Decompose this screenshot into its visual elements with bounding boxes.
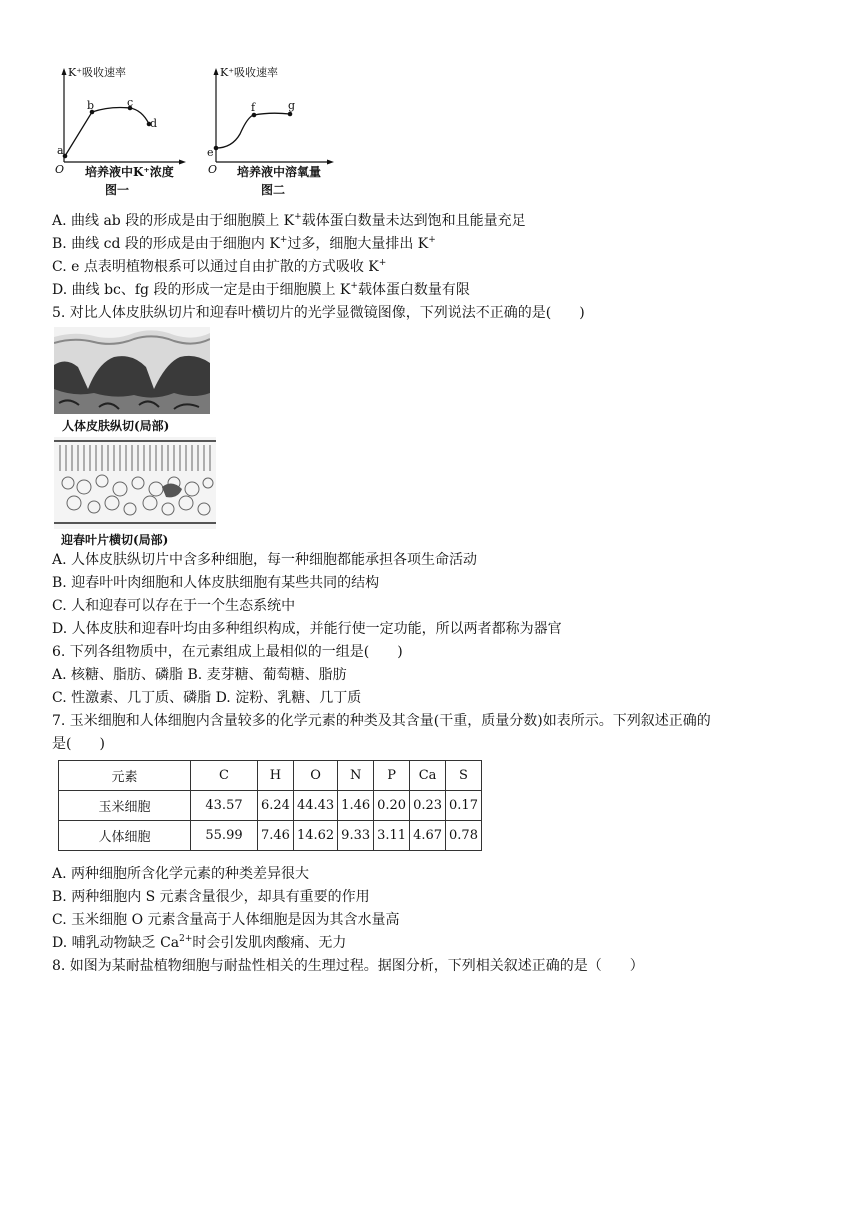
fig1-x-axis-label: 培养液中K⁺浓度 bbox=[85, 165, 174, 179]
table-row bbox=[59, 821, 482, 851]
table-cell: 人体细胞 bbox=[59, 821, 191, 851]
q5-option-b: B. 迎春叶叶肉细胞和人体皮肤细胞有某些共同的结构 bbox=[52, 575, 380, 591]
q5-option-a: A. 人体皮肤纵切片中含多种细胞，每一种细胞都能承担各项生命活动 bbox=[52, 552, 478, 568]
q4-option-c: C. e 点表明植物根系可以通过自由扩散的方式吸收 K+ bbox=[52, 258, 387, 275]
fig2-point-g: g bbox=[288, 99, 296, 112]
table-cell: 0.23 bbox=[410, 791, 446, 821]
table-cell: 9.33 bbox=[338, 821, 374, 851]
fig2-x-axis-label: 培养液中溶氧量 bbox=[237, 165, 322, 179]
fig1-caption: 图一 bbox=[105, 183, 130, 197]
table-header-cell: 元素 bbox=[59, 761, 191, 791]
q5-stem: 5. 对比人体皮肤纵切片和迎春叶横切片的光学显微镜图像，下列说法不正确的是( ) bbox=[52, 305, 585, 321]
table-cell: 0.20 bbox=[374, 791, 410, 821]
table-cell: 4.67 bbox=[410, 821, 446, 851]
q7-option-d: D. 哺乳动物缺乏 $Ca^{2+}$时会引发肌肉酸痛、无力 bbox=[52, 934, 347, 951]
table-header-cell: N bbox=[338, 761, 374, 791]
fig2-y-axis-label: K⁺吸收速率 bbox=[220, 66, 279, 79]
fig1-origin-label: O bbox=[55, 163, 65, 176]
q7-option-c: C. 玉米细胞 O 元素含量高于人体细胞是因为其含水量高 bbox=[52, 912, 400, 928]
table-header-cell: H bbox=[258, 761, 294, 791]
table-header-cell: S bbox=[446, 761, 482, 791]
table-row bbox=[59, 791, 482, 821]
table-header-row bbox=[59, 761, 482, 791]
fig1-point-b: b bbox=[87, 99, 95, 112]
table-cell: 1.46 bbox=[338, 791, 374, 821]
q4-option-b: B. 曲线 cd 段的形成是由于细胞内 K+过多，细胞大量排出 K+ bbox=[52, 235, 436, 252]
table-cell: 44.43 bbox=[293, 791, 337, 821]
fig2-point-e: e bbox=[207, 146, 214, 159]
q4-option-d: D. 曲线 bc、fg 段的形成一定是由于细胞膜上 K+载体蛋白数量有限 bbox=[52, 281, 470, 298]
q5-option-d: D. 人体皮肤和迎春叶均由多种组织构成，并能行使一定功能，所以两者都称为器官 bbox=[52, 621, 562, 637]
leaf-section-micrograph bbox=[54, 437, 216, 529]
q8-stem: 8. 如图为某耐盐植物细胞与耐盐性相关的生理过程。据图分析，下列相关叙述正确的是（ ） bbox=[52, 958, 644, 974]
q6-options-cd: C. 性激素、几丁质、磷脂 D. 淀粉、乳糖、几丁质 bbox=[52, 690, 362, 706]
table-cell: 7.46 bbox=[258, 821, 294, 851]
table-header-cell: P bbox=[374, 761, 410, 791]
fig2-origin-label: O bbox=[208, 163, 218, 176]
skin-section-caption: 人体皮肤纵切(局部) bbox=[62, 419, 170, 433]
q6-options-ab: A. 核糖、脂肪、磷脂 B. 麦芽糖、葡萄糖、脂肪 bbox=[52, 667, 347, 683]
table-header-cell: O bbox=[293, 761, 337, 791]
table-header-cell: Ca bbox=[410, 761, 446, 791]
table-cell: 0.78 bbox=[446, 821, 482, 851]
table-cell: 14.62 bbox=[293, 821, 337, 851]
table-cell: 43.57 bbox=[191, 791, 258, 821]
table-cell: 玉米细胞 bbox=[59, 791, 191, 821]
fig1-point-a: a bbox=[57, 144, 64, 157]
skin-section-micrograph bbox=[54, 327, 210, 414]
fig1-y-axis-label: K⁺吸收速率 bbox=[68, 66, 127, 79]
q7-stem-line1: 7. 玉米细胞和人体细胞内含量较多的化学元素的种类及其含量(干重，质量分数)如表所示。下列叙述正确的 bbox=[52, 713, 711, 729]
leaf-section-caption: 迎春叶片横切(局部) bbox=[61, 533, 169, 547]
fig1-point-d: d bbox=[150, 117, 158, 130]
table-header-cell: C bbox=[191, 761, 258, 791]
fig2-point-f: f bbox=[251, 101, 256, 114]
q7-option-b: B. 两种细胞内 S 元素含量很少，却具有重要的作用 bbox=[52, 889, 370, 905]
table-cell: 6.24 bbox=[258, 791, 294, 821]
table-cell: 55.99 bbox=[191, 821, 258, 851]
q6-stem: 6. 下列各组物质中，在元素组成上最相似的一组是( ) bbox=[52, 644, 403, 660]
q7-option-a: A. 两种细胞所含化学元素的种类差异很大 bbox=[52, 866, 310, 882]
table-cell: 3.11 bbox=[374, 821, 410, 851]
fig2-caption: 图二 bbox=[261, 183, 286, 197]
element-content-table bbox=[58, 760, 482, 851]
q5-option-c: C. 人和迎春可以存在于一个生态系统中 bbox=[52, 598, 296, 614]
q4-option-a: A. 曲线 ab 段的形成是由于细胞膜上 K+载体蛋白数量未达到饱和且能量充足 bbox=[52, 212, 526, 229]
q7-stem-line2: 是( ) bbox=[52, 736, 105, 752]
table-cell: 0.17 bbox=[446, 791, 482, 821]
fig1-point-c: c bbox=[127, 96, 134, 109]
